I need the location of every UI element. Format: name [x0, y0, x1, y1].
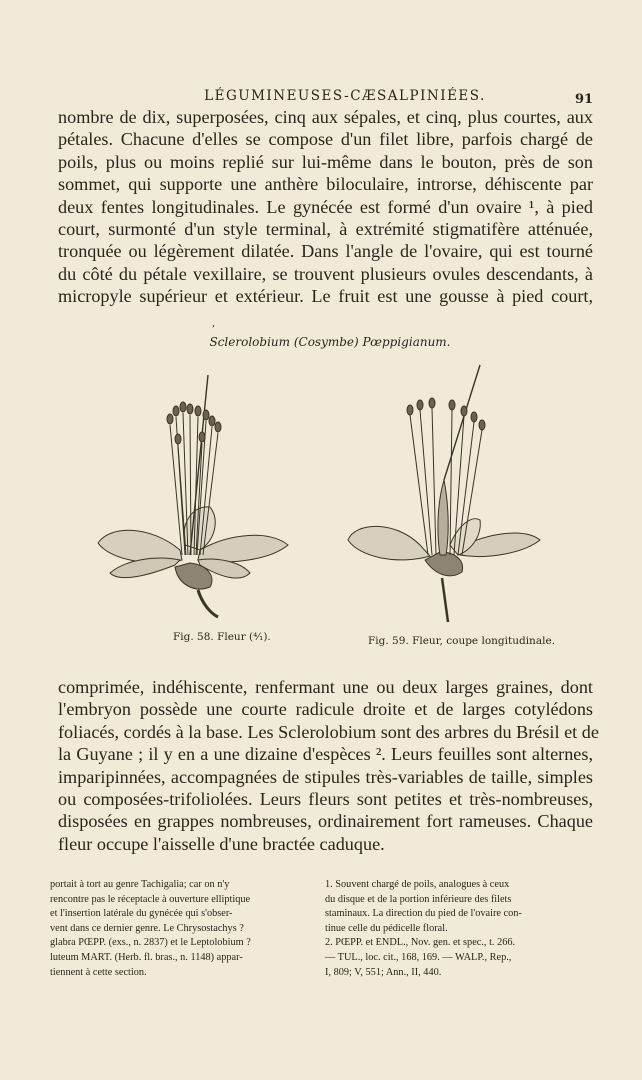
footnote-line: staminaux. La direction du pied de l'ovaire con- — [325, 908, 522, 920]
footnote-line: 1. Souvent chargé de poils, analogues à ceux — [325, 879, 510, 890]
flower-section-illustration — [340, 360, 550, 630]
text-line: la Guyane ; il y en a une dizaine d'espèces ². Leurs feuilles sont alternes, — [58, 744, 593, 765]
footnote-line: du disque et de la portion inférieure des filets — [325, 893, 512, 905]
figure-59-label: Fig. 59. Fleur, coupe longitudinale. — [368, 635, 555, 647]
text-line: comprimée, indéhiscente, renfermant une ou deux larges graines, dont — [58, 677, 593, 697]
text-line: disposées en grappes nombreuses, ordinairement fort rameuses. Chaque — [58, 811, 593, 832]
footnote-line: tinue celle du pédicelle floral. — [325, 922, 448, 934]
footnote-line: tiennent à cette section. — [50, 966, 147, 978]
text-line: sommet, qui supporte une anthère biloculaire, introrse, déhiscente par — [58, 174, 593, 195]
figure-58-label: Fig. 58. Fleur (⁴⁄₁). — [173, 631, 271, 643]
text-line: ou composées-trifoliolées. Leurs fleurs sont petites et très-nombreuses, — [58, 789, 593, 810]
paragraph-2 — [58, 676, 599, 855]
text-line: micropyle supérieur et extérieur. Le fruit est une gousse à pied court, — [58, 286, 593, 307]
text-line: foliacés, cordés à la base. Les Sclerolobium sont des arbres du Brésil et de — [58, 721, 599, 742]
page-number: 91 — [575, 92, 594, 107]
text-line: pétales. Chacune d'elles se compose d'un filet libre, parfois chargé de — [58, 129, 593, 150]
figure-caption: Sclerolobium (Cosymbe) Pœppigianum. — [209, 335, 451, 349]
text-line: tronquée ou légèrement dilatée. Dans l'angle de l'ovaire, qui est tourné — [58, 241, 593, 262]
footnotes-right-column — [325, 878, 585, 980]
footnotes-left-column — [50, 878, 305, 980]
footnote-line: — TUL., loc. cit., 168, 169. — WALP., Rep., — [325, 951, 512, 963]
footnote-line: 2. PŒPP. et ENDL., Nov. gen. et spec., t. 266. — [325, 937, 516, 949]
footnote-line: et l'insertion latérale du gynécée qui s'obser- — [50, 908, 233, 920]
footnote-line: vent dans ce dernier genre. Le Chrysostachys ? — [50, 922, 244, 934]
text-line: deux fentes longitudinales. Le gynécée est formé d'un ovaire ¹, à pied — [58, 196, 593, 217]
paragraph-1 — [58, 106, 593, 308]
text-line: poils, plus ou moins replié sur lui-même dans le bouton, près de son — [58, 151, 593, 172]
text-line: court, surmonté d'un style terminal, à extrémité stigmatifère atténuée, — [58, 219, 593, 240]
footnote-line: rencontre pas le réceptacle à ouverture elliptique — [50, 893, 251, 905]
footnote-line: portait à tort au genre Tachigalia; car on n'y — [50, 879, 230, 890]
print-mark: , — [212, 318, 216, 329]
text-line: imparipinnées, accompagnées de stipules très-variables de taille, simples — [58, 766, 593, 787]
text-line: nombre de dix, superposées, cinq aux sépales, et cinq, plus courtes, aux — [58, 107, 593, 127]
text-line: du côté du pétale vexillaire, se trouvent plusieurs ovules descendants, à — [58, 263, 593, 284]
footnote-line: I, 809; V, 551; Ann., II, 440. — [325, 966, 442, 978]
footnote-line: luteum MART. (Herb. fl. bras., n. 1148) appar- — [50, 951, 243, 963]
text-line: fleur occupe l'aisselle d'une bractée caduque. — [58, 833, 385, 854]
flower-illustration — [90, 355, 300, 630]
text-line: l'embryon possède une courte radicule droite et de larges cotylédons — [58, 699, 593, 720]
running-header: LÉGUMINEUSES-CÆSALPINIÉES. — [204, 88, 486, 104]
footnote-line: glabra PŒPP. (exs., n. 2837) et le Leptolobium ? — [50, 937, 251, 949]
